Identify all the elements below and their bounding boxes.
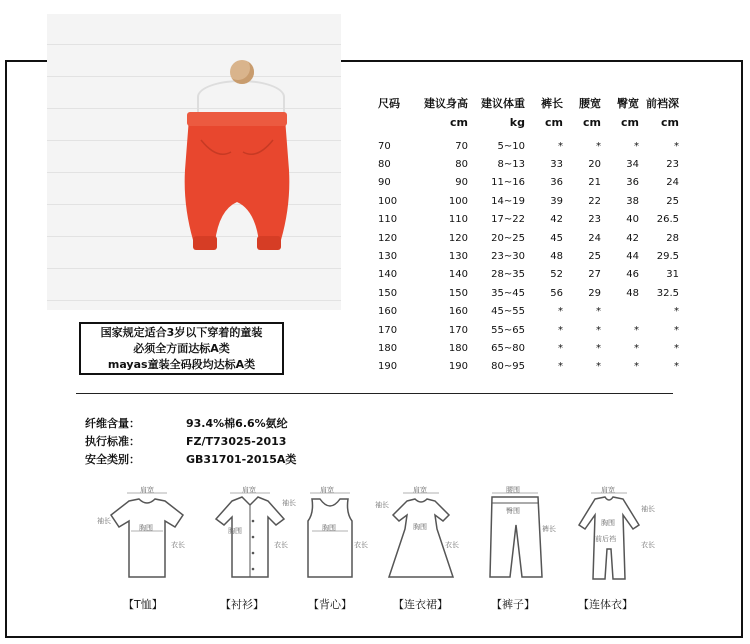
unit-hip: cm [621, 116, 639, 129]
header-size: 尺码 [378, 97, 400, 110]
table-cell: 65~80 [491, 342, 525, 354]
header-hip: 臀宽 [617, 97, 639, 110]
table-cell: 90 [378, 177, 391, 189]
dress-label-length: 衣长 [445, 541, 459, 549]
divider [76, 393, 673, 394]
table-cell: * [674, 306, 679, 318]
romper-label-length: 衣长 [641, 541, 655, 549]
table-cell: 21 [588, 177, 601, 189]
table-cell: 28~35 [491, 269, 525, 281]
header-waist: 腰宽 [579, 97, 601, 110]
table-cell: 22 [588, 195, 601, 207]
table-cell: 8~13 [497, 159, 525, 171]
table-cell: * [558, 324, 563, 336]
table-cell: * [634, 342, 639, 354]
table-cell: 29 [588, 287, 601, 299]
table-cell: 40 [626, 214, 639, 226]
table-cell: 55~65 [491, 324, 525, 336]
shirt-label-chest: 胸围 [228, 527, 242, 535]
table-cell: 70 [378, 140, 391, 152]
safety-notice [79, 322, 284, 375]
table-cell: 190 [378, 361, 398, 373]
table-row [374, 284, 679, 302]
table-cell: 100 [448, 195, 468, 207]
pants-label-length: 裤长 [542, 525, 556, 533]
table-cell: 35~45 [491, 287, 525, 299]
pants-label-hip: 臀围 [506, 507, 520, 515]
table-cell: 28 [666, 232, 679, 244]
table-cell: 170 [378, 324, 398, 336]
table-cell: * [558, 140, 563, 152]
table-row [374, 358, 679, 376]
vest-label-length: 衣长 [354, 541, 368, 549]
harem-pants-image [177, 110, 297, 260]
table-cell: 31 [666, 269, 679, 281]
romper-label-shoulder: 肩宽 [601, 486, 615, 494]
table-cell: 90 [455, 177, 468, 189]
table-cell: 45~55 [491, 306, 525, 318]
dress-icon [373, 485, 473, 585]
table-row [374, 339, 679, 357]
notice-line1: 国家规定适合3岁以下穿着的童装 [100, 326, 263, 339]
romper-label-sleeve: 袖长 [641, 505, 655, 513]
table-cell: 42 [626, 232, 639, 244]
header-length: 裤长 [541, 97, 563, 110]
table-unit-row [374, 111, 679, 129]
table-cell: 26.5 [656, 214, 679, 226]
shirt-label-shoulder: 肩宽 [242, 486, 256, 494]
spec-standard-value: FZ/T73025-2013 [186, 435, 287, 448]
table-cell: 160 [378, 306, 398, 318]
table-cell: 27 [588, 269, 601, 281]
table-cell: 110 [378, 214, 398, 226]
table-cell: 36 [626, 177, 639, 189]
romper-icon [565, 485, 665, 585]
table-cell: * [634, 361, 639, 373]
table-cell: 5~10 [497, 140, 525, 152]
table-cell: 25 [588, 251, 601, 263]
table-cell: 180 [378, 342, 398, 354]
notice-line3: mayas童装全码段均达标A类 [107, 358, 256, 371]
spec-safety [85, 451, 296, 467]
vest-label-chest: 胸围 [322, 524, 336, 532]
table-cell: 32.5 [656, 287, 679, 299]
table-cell: * [558, 342, 563, 354]
table-cell: 120 [448, 232, 468, 244]
caption-tshirt: 【T恤】 [123, 598, 163, 611]
spec-fiber-value: 93.4%棉6.6%氨纶 [186, 417, 288, 430]
unit-rise: cm [661, 116, 679, 129]
table-cell: 160 [448, 306, 468, 318]
pants-icon [478, 485, 568, 585]
dress-label-sleeve: 袖长 [375, 501, 389, 509]
pants-label-waist: 腰围 [506, 486, 520, 494]
table-row [374, 137, 679, 155]
table-cell: 70 [455, 140, 468, 152]
table-cell: 14~19 [491, 195, 525, 207]
vest-label-shoulder: 肩宽 [320, 486, 334, 494]
table-cell: * [558, 306, 563, 318]
table-row [374, 247, 679, 265]
table-cell: * [558, 361, 563, 373]
tshirt-label-length: 衣长 [171, 541, 185, 549]
shirt-icon [198, 485, 298, 585]
table-cell [601, 303, 639, 321]
table-cell: 24 [588, 232, 601, 244]
table-cell: 20 [588, 159, 601, 171]
table-cell: 29.5 [656, 251, 679, 263]
product-photo [47, 14, 341, 310]
header-weight: 建议体重 [481, 97, 525, 110]
table-cell: 80 [378, 159, 391, 171]
header-rise: 前裆深 [646, 97, 679, 110]
table-row [374, 174, 679, 192]
table-cell: 48 [626, 287, 639, 299]
table-cell: 44 [626, 251, 639, 263]
table-cell: 130 [378, 251, 398, 263]
table-cell: 24 [666, 177, 679, 189]
table-cell: * [596, 306, 601, 318]
table-cell: 140 [448, 269, 468, 281]
shirt-label-sleeve: 袖长 [282, 499, 296, 507]
header-height: 建议身高 [424, 97, 468, 110]
tshirt-label-chest: 胸围 [139, 524, 153, 532]
table-cell: 110 [448, 214, 468, 226]
table-cell: * [674, 342, 679, 354]
shirt-label-length: 衣长 [274, 541, 288, 549]
spec-fiber-key: 纤维含量： [85, 417, 140, 430]
dress-label-chest: 胸围 [413, 523, 427, 531]
table-cell: 23~30 [491, 251, 525, 263]
table-cell: * [674, 361, 679, 373]
table-cell: 11~16 [491, 177, 525, 189]
spec-safety-key: 安全类别： [85, 453, 140, 466]
spec-fiber [85, 415, 288, 431]
spec-standard [85, 433, 286, 449]
size-table [374, 93, 679, 376]
caption-dress: 【连衣裙】 [393, 598, 448, 611]
table-cell: 23 [666, 159, 679, 171]
unit-length: cm [545, 116, 563, 129]
tshirt-label-shoulder: 肩宽 [140, 486, 154, 494]
caption-romper: 【连体衣】 [578, 598, 633, 611]
table-row [374, 211, 679, 229]
table-cell: 23 [588, 214, 601, 226]
wall-hook [230, 60, 254, 84]
vest-icon [292, 485, 372, 585]
table-cell: * [674, 324, 679, 336]
caption-vest: 【背心】 [308, 598, 352, 611]
table-cell: 20~25 [491, 232, 525, 244]
table-cell: 45 [550, 232, 563, 244]
table-cell: 36 [550, 177, 563, 189]
table-cell: 52 [550, 269, 563, 281]
spec-safety-value: GB31701-2015A类 [186, 453, 297, 466]
table-cell: * [596, 361, 601, 373]
table-row [374, 266, 679, 284]
unit-waist: cm [583, 116, 601, 129]
table-cell: 17~22 [491, 214, 525, 226]
table-cell: 150 [448, 287, 468, 299]
table-cell: * [596, 140, 601, 152]
romper-label-crotch: 前后裆 [595, 535, 616, 543]
romper-label-chest: 胸围 [601, 519, 615, 527]
table-cell: 80 [455, 159, 468, 171]
hanger [197, 80, 285, 114]
table-cell: * [596, 342, 601, 354]
table-cell: 39 [550, 195, 563, 207]
table-cell: 33 [550, 159, 563, 171]
unit-height: cm [450, 116, 468, 129]
table-cell: 25 [666, 195, 679, 207]
table-row [374, 192, 679, 210]
table-cell: 190 [448, 361, 468, 373]
table-row [374, 155, 679, 173]
table-cell: 48 [550, 251, 563, 263]
table-row [374, 229, 679, 247]
notice-line2: 必须全方面达标A类 [133, 342, 230, 355]
caption-pants: 【裤子】 [491, 598, 535, 611]
table-cell: 34 [626, 159, 639, 171]
tshirt-icon [95, 485, 195, 585]
table-cell: 180 [448, 342, 468, 354]
table-cell: 42 [550, 214, 563, 226]
table-cell: 56 [550, 287, 563, 299]
table-cell: 38 [626, 195, 639, 207]
table-cell: * [596, 324, 601, 336]
table-cell: 140 [378, 269, 398, 281]
table-cell: 170 [448, 324, 468, 336]
tshirt-label-sleeve: 袖长 [97, 517, 111, 525]
table-row [374, 321, 679, 339]
spec-standard-key: 执行标准： [85, 435, 140, 448]
table-cell: 46 [626, 269, 639, 281]
table-cell: 100 [378, 195, 398, 207]
dress-label-shoulder: 肩宽 [413, 486, 427, 494]
table-cell: 120 [378, 232, 398, 244]
caption-shirt: 【衬衫】 [220, 598, 264, 611]
table-cell: * [634, 140, 639, 152]
table-row [374, 303, 679, 321]
table-cell: * [674, 140, 679, 152]
table-cell: 150 [378, 287, 398, 299]
table-cell: 130 [448, 251, 468, 263]
table-cell: * [634, 324, 639, 336]
table-cell: 80~95 [491, 361, 525, 373]
unit-size [374, 111, 418, 129]
unit-weight: kg [509, 116, 525, 129]
table-header-row [374, 93, 679, 111]
